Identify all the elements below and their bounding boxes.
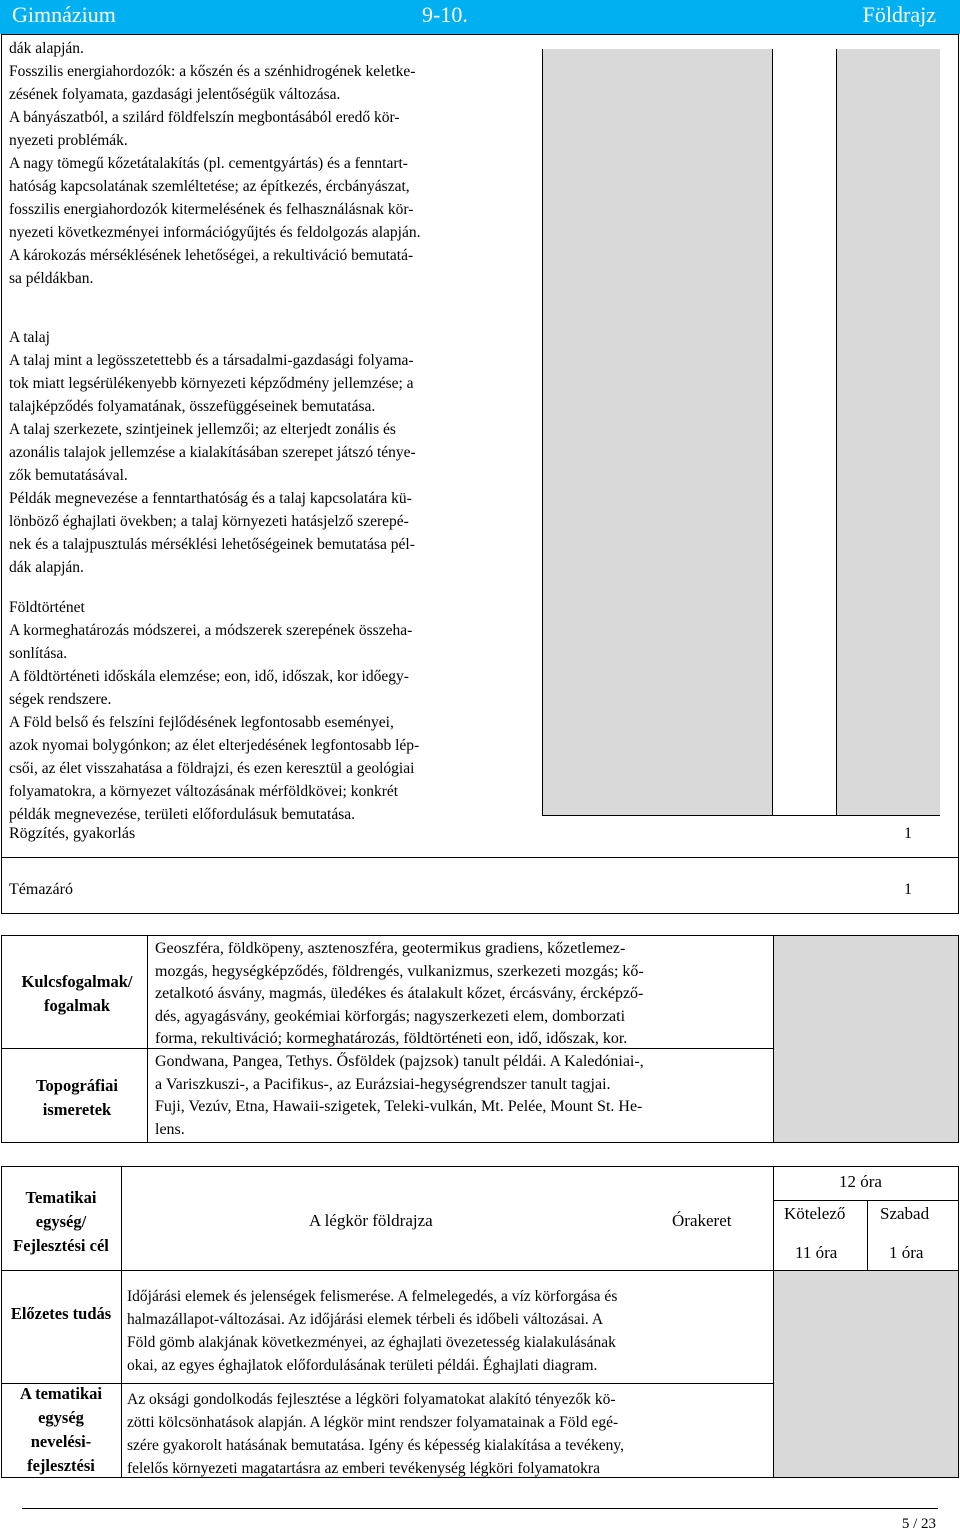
prior-knowledge-label: Előzetes tudás <box>10 1304 112 1323</box>
development-goals-text: Az oksági gondolkodás fejlesztése a légköri folyamatokat alakító tényezők kö- zötti kölcsönhatások alapján. A légkör mint rendszer folyamatainak a Föld egé- szére gyakorolt hatásának bemutatása. Igény és képesség kialakítása a tevékeny, felelős környezeti magatartásra az emberi tevékenység légköri folyamatokra <box>127 1391 624 1477</box>
unit-gray-area <box>774 1271 958 1477</box>
practice-hours: 1 <box>904 825 912 842</box>
test-hours: 1 <box>904 881 912 898</box>
hours-frame-label: Órakeret <box>672 1211 732 1230</box>
topography-label: Topográfiai ismeretek <box>36 1076 118 1119</box>
key-concepts-text: Geoszféra, földköpeny, asztenoszféra, geotermikus gradiens, kőzetlemez- mozgás, hegységképződés, földrengés, vulkanizmus, szerkezeti mozgás; kő- zetalkotó ásvány, magmás, üledékes és átalakult kőzet, ércásvány, ércképző- dés, agyagásvány, geokémiai körforgás; nagyszerkezeti elem, domborzati forma, rekultiváció; kormeghatározás, földtörténeti eon, idő, időszak, kor. <box>155 940 644 1047</box>
header-grade: 9-10. <box>422 2 468 27</box>
footer-rule <box>22 1508 938 1509</box>
mandatory-label: Kötelező <box>784 1204 846 1223</box>
total-hours: 12 óra <box>839 1172 882 1191</box>
development-goals-label: A tematikai egység nevelési-fejlesztési <box>19 1384 103 1475</box>
header-subject: Földrajz <box>862 2 936 27</box>
free-hours: 1 óra <box>889 1243 924 1262</box>
text-block-minerals: dák alapján. Fosszilis energiahordozók: a kőszén és a szénhidrogének keletke- zésének folyamata, gazdasági jelentőségük változása. A bányászatból, a szilárd földfelszín megbontásából eredő kör- nyezeti problémák. A nagy tömegű kőzetátalakítás (pl. cementgyártás) és a fenntart- hatóság kapcsolatának szemléltetése; az építkezés, ércbányászat, fosszilis energiahordozók kitermelésének és felhasználásnak kör- nyezeti következményei információgyűjtés és feldolgozás alapján. A károkozás mérséklésének lehetőségei, a rekultiváció bemutatá- sa példákban. <box>9 40 421 287</box>
header-school: Gimnázium <box>12 2 116 27</box>
gray-column <box>542 49 772 815</box>
gray-column-right <box>836 49 940 815</box>
topography-text: Gondwana, Pangea, Tethys. Ősföldek (pajzsok) tanult példái. A Kaledóniai-, a Variszkuszi-, a Pacifikus-, az Eurázsiai-hegységrendszer tanult tagjai. Fuji, Vezúv, Etna, Hawaii-szigetek, Teleki-vulkán, Mt. Pelée, Mount St. He- lens. <box>155 1053 644 1138</box>
page-number: 5 / 23 <box>901 1516 936 1532</box>
text-block-earth-history: Földtörténet A kormeghatározás módszerei, a módszerek szerepének összeha- sonlítása. A földtörténeti időskála elemzése; eon, idő, időszak, kor időegy- ségek rendszere. A Föld belső és felszíni fejlődésének legfontosabb eseményei, azok nyomai bolygónkon; az élet elterjedésének legfontosabb lép- csői, az élet visszahatása a földrajzi, és ezen keresztül a geológiai folyamatokra, a környezet változásának mérföldkövei; konkrét példák megnevezése, területi előfordulásuk bemutatása. <box>9 599 420 823</box>
mandatory-hours: 11 óra <box>795 1243 838 1262</box>
key-concepts-label: Kulcsfogalmak/ fogalmak <box>21 972 133 1015</box>
prior-knowledge-text: Időjárási elemek és jelenségek felismerése. A felmelegedés, a víz körforgása és halmazállapot-változásai. Az időjárási elemek térbeli és időbeli változásai. A Föld gömb alakjának következményei, az éghajlati övezetesség kialakulásának okai, az egyes éghajlatok előfordulásának területi példái. Éghajlati diagram. <box>127 1288 618 1374</box>
test-label: Témazáró <box>9 881 73 898</box>
practice-label: Rögzítés, gyakorlás <box>9 825 136 842</box>
concepts-gray-area <box>774 936 958 1142</box>
text-block-soil: A talaj A talaj mint a legösszetettebb és a társadalmi-gazdasági folyama- tok miatt legsérülékenyebb környezeti képződmény jellemzése; a talajképződés folyamatának, összefüggéseinek bemutatása. A talaj szerkezete, szintjeinek jellemzői; az elterjedt zonális és azonális talajok jellemzése a kialakításában szerepet játszó ténye- zők bemutatásával. Példák megnevezése a fenntarthatóság és a talaj kapcsolatára kü- lönböző éghajlati övekben; a talaj környezeti hatásjelző szerepé- nek és a talajpusztulás mérséklési lehetőségeinek bemutatása pél- dák alapján. <box>9 329 416 576</box>
page-header <box>0 0 960 34</box>
free-label: Szabad <box>880 1204 930 1223</box>
unit-title: A légkör földrajza <box>309 1211 433 1230</box>
unit-label: Tematikai egység/ Fejlesztési cél <box>13 1188 109 1255</box>
